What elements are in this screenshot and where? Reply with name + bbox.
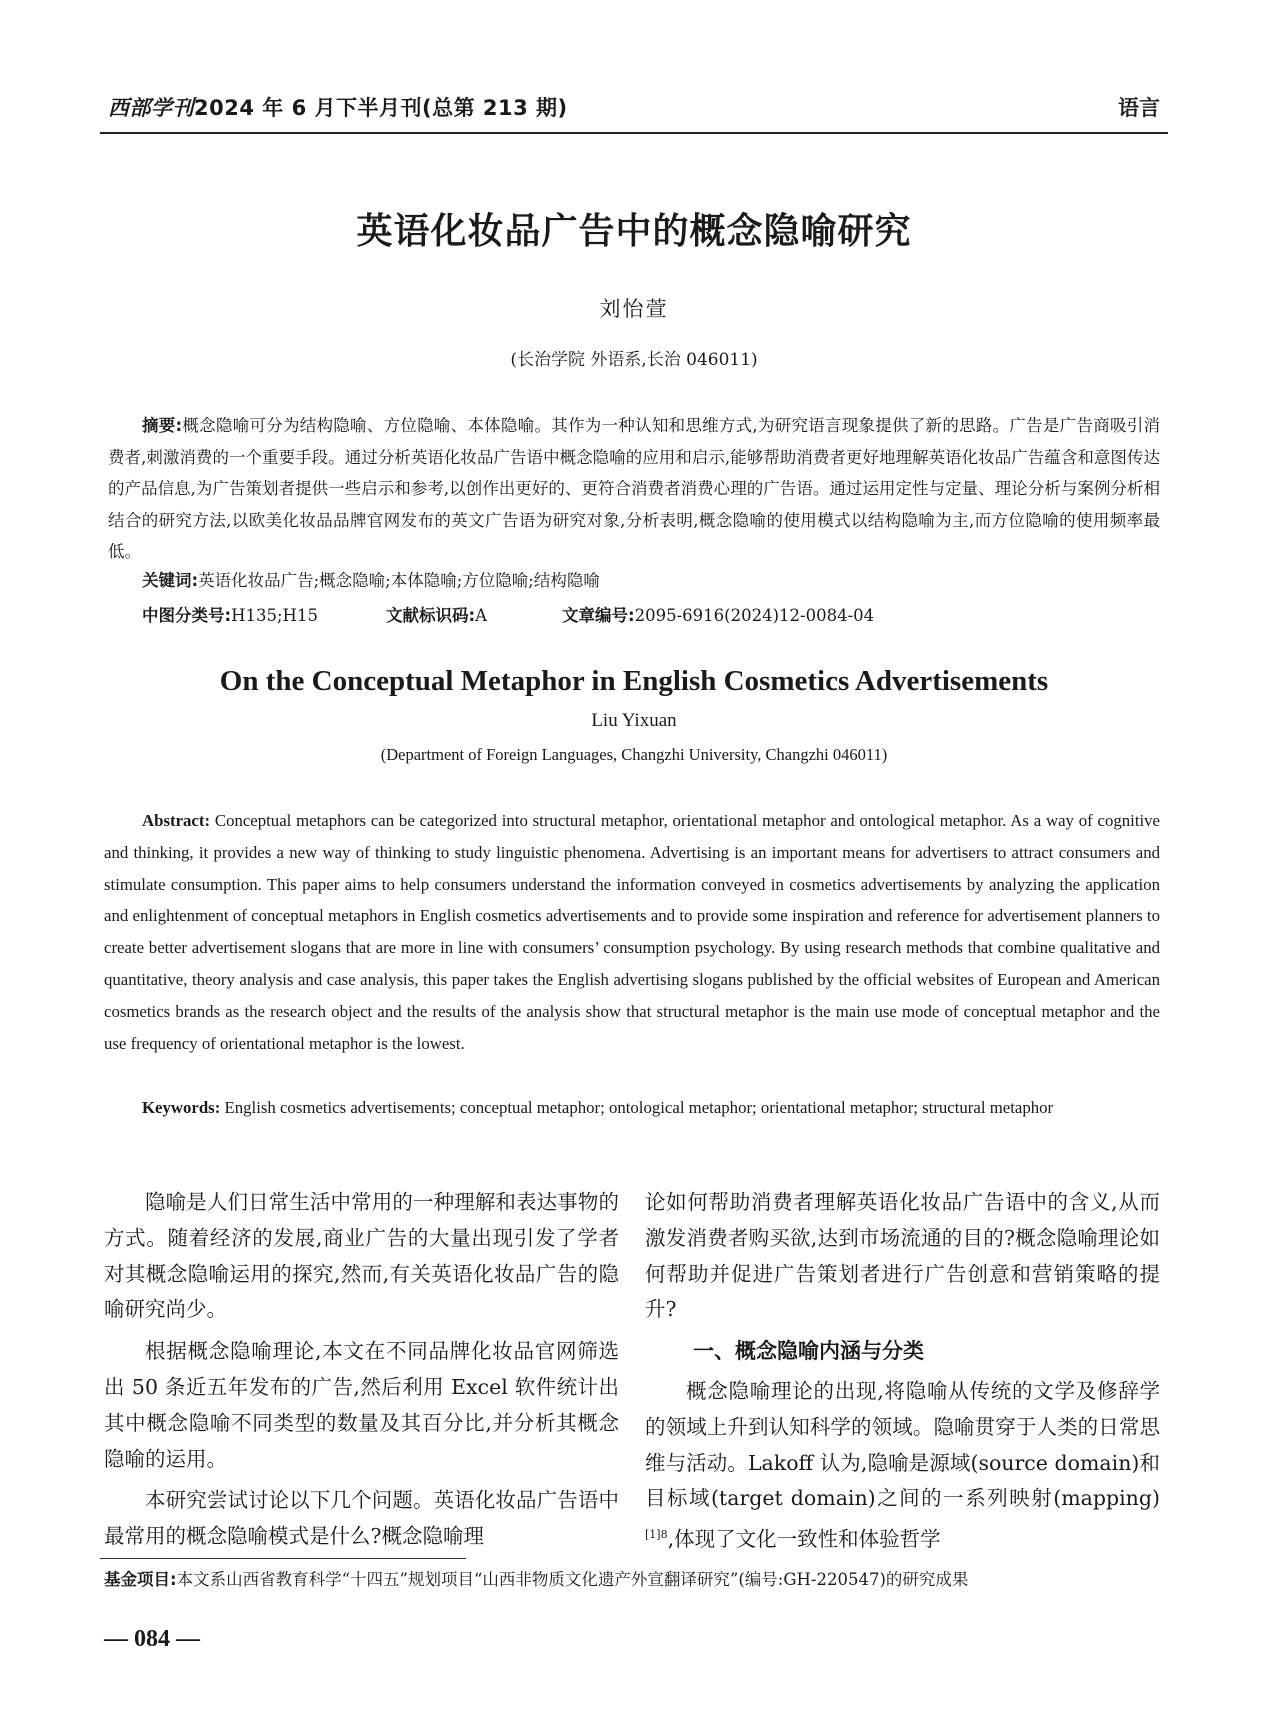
issue-info: 2024 年 6 月下半月刊(总第 213 期): [194, 96, 568, 120]
abstract-en: [104, 805, 1160, 1059]
author-cn: 刘怡萱: [599, 297, 669, 321]
abstract-en-label: Abstract:: [142, 811, 211, 830]
paper-title-en: On the Conceptual Metaphor in English Cosmetics Advertisements: [219, 665, 1049, 697]
article-number: [562, 602, 874, 626]
keywords-cn: [142, 567, 600, 591]
abstract-en-text: Conceptual metaphors can be categorized into structural metaphor, orientational metaphor and ontological metaphor. As a way of cognitive and thinking, it provides a new way of thinking to study linguistic phenomena. Advertising is an important means for advertisers to attract consumers and stimulate consumption. This paper aims to help consumers understand the information conveyed in cosmetics advertisements by analyzing the application and enlightenment of conceptual metaphors in English cosmetics advertisements and to provide some inspiration and reference for advertisement planners to create better advertisement slogans that are more in line with consumers’ consumption psychology. By using research methods that combine qualitative and quantitative, theory analysis and case analysis, this paper takes the English advertising slogans published by the official websites of European and American cosmetics brands as the research object and the results of the analysis show that structural metaphor is the main use mode of conceptual metaphor and the use frequency of orientational metaphor is the lowest.: [104, 811, 1160, 1053]
journal-name: 西部学刊: [108, 95, 194, 120]
body-paragraph: 根据概念隐喻理论,本文在不同品牌化妆品官网筛选出 50 条近五年发布的广告,然后利用 Excel 软件统计出其中概念隐喻不同类型的数量及其百分比,并分析其概念隐喻的运用。: [104, 1339, 619, 1471]
footnote-text: 本文系山西省教育科学“十四五”规划项目“山西非物质文化遗产外宣翻译研究”(编号:GH-220547)的研究成果: [176, 1570, 969, 1589]
article-label: 文章编号:: [562, 606, 635, 625]
section-heading: 一、概念隐喻内涵与分类: [693, 1339, 924, 1364]
abstract-cn: [108, 410, 1160, 568]
document-code: [386, 602, 487, 626]
doc-value: A: [475, 606, 488, 625]
keywords-en-label: Keywords:: [142, 1098, 221, 1117]
affiliation-en: (Department of Foreign Languages, Changzhi University, Changzhi 046011): [380, 745, 888, 764]
body-paragraph: 本研究尝试讨论以下几个问题。英语化妆品广告语中最常用的概念隐喻模式是什么?概念隐喻理: [104, 1488, 619, 1549]
body-paragraph: 隐喻是人们日常生活中常用的一种理解和表达事物的方式。随着经济的发展,商业广告的大量出现引发了学者对其概念隐喻运用的探究,然而,有关英语化妆品广告的隐喻研究尚少。: [104, 1190, 619, 1322]
footnote-rule: [100, 1558, 466, 1559]
keywords-cn-label: 关键词:: [142, 571, 199, 590]
body-column-left: [104, 1185, 619, 1561]
clc-number: [142, 602, 318, 626]
funding-footnote: [104, 1566, 968, 1590]
article-value: 2095-6916(2024)12-0084-04: [634, 606, 875, 625]
footnote-label: 基金项目:: [104, 1570, 177, 1589]
running-header: [108, 92, 568, 122]
body-text: ,体现了文化一致性和体验哲学: [667, 1527, 941, 1551]
body-text: 概念隐喻理论的出现,将隐喻从传统的文学及修辞学的领域上升到认知科学的领域。隐喻贯穿于人类的日常思维与活动。Lakoff 认为,隐喻是源域(source domain)和目标域(target domain)之间的一系列映射(mapping): [645, 1378, 1160, 1511]
body-paragraph-continued: 论如何帮助消费者理解英语化妆品广告语中的含义,从而激发消费者购买欲,达到市场流通的目的?概念隐喻理论如何帮助并促进广告策划者进行广告创意和营销策略的提升?: [645, 1190, 1160, 1322]
keywords-en: [104, 1092, 1160, 1124]
keywords-cn-text: 英语化妆品广告;概念隐喻;本体隐喻;方位隐喻;结构隐喻: [198, 571, 600, 590]
abstract-cn-label: 摘要:: [142, 416, 183, 435]
body-paragraph: [645, 1374, 1160, 1558]
page-number: — 084 —: [104, 1626, 200, 1652]
section-label: 语言: [1118, 96, 1160, 120]
affiliation-cn: (长治学院 外语系,长治 046011): [510, 350, 758, 370]
abstract-cn-text: 概念隐喻可分为结构隐喻、方位隐喻、本体隐喻。其作为一种认知和思维方式,为研究语言现象提供了新的思路。广告是广告商吸引消费者,刺激消费的一个重要手段。通过分析英语化妆品广告语中概念隐喻的应用和启示,能够帮助消费者更好地理解英语化妆品广告蕴含和意图传达的产品信息,为广告策划者提供一些启示和参考,以创作出更好的、更符合消费者消费心理的广告语。通过运用定性与定量、理论分析与案例分析相结合的研究方法,以欧美化妆品品牌官网发布的英文广告语为研究对象,分析表明,概念隐喻的使用模式以结构隐喻为主,而方位隐喻的使用频率最低。: [108, 416, 1160, 561]
citation-ref: [1]8: [645, 1528, 668, 1542]
doc-label: 文献标识码:: [386, 606, 476, 625]
keywords-en-text: English cosmetics advertisements; conceptual metaphor; ontological metaphor; orientational metaphor; structural metaphor: [224, 1098, 1054, 1117]
paper-title-cn: 英语化妆品广告中的概念隐喻研究: [356, 211, 912, 252]
body-column-right: [645, 1185, 1160, 1564]
author-en: Liu Yixuan: [591, 710, 677, 731]
clc-value: H135;H15: [231, 606, 318, 625]
header-rule: [100, 132, 1168, 134]
clc-label: 中图分类号:: [142, 606, 232, 625]
